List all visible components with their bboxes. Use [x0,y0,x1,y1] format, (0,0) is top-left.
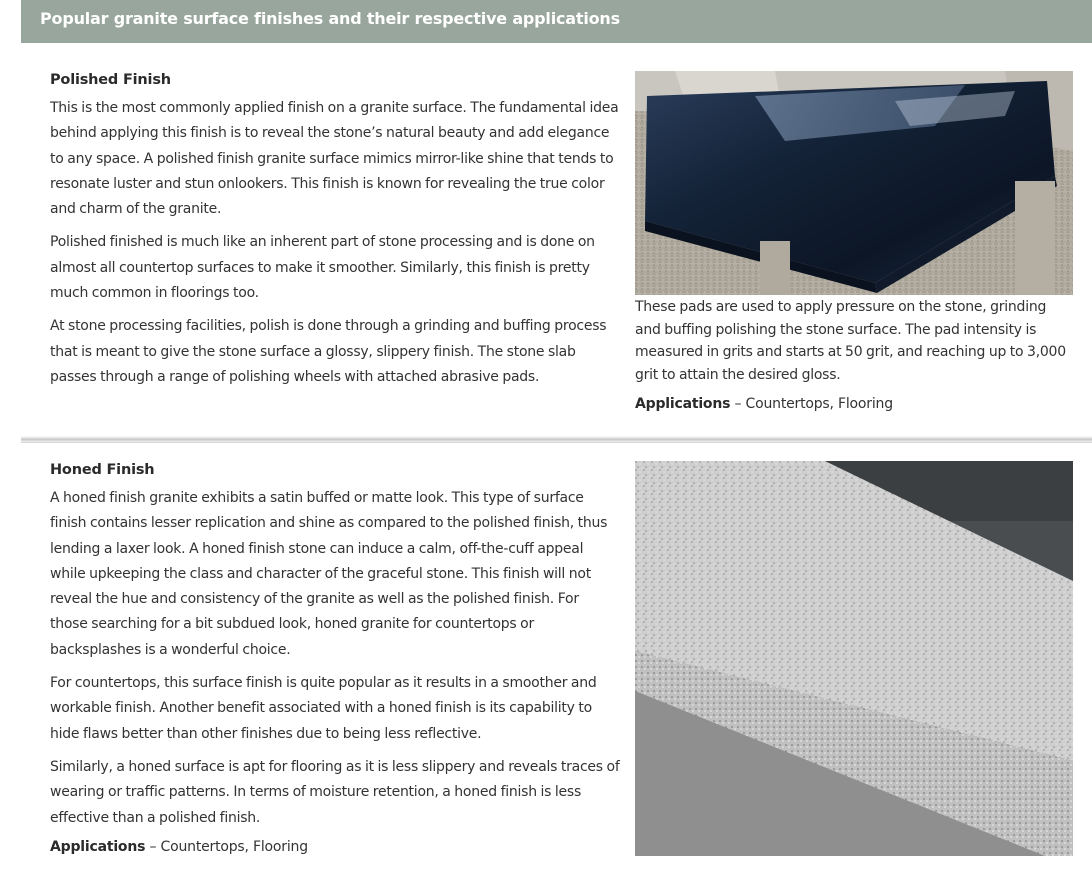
honed-paragraph-3: Similarly, a honed surface is apt for flooring as it is less slippery and reveals traces of wearing or traffic patterns. In terms of moisture retention, a honed finish is less effective than a polished finish. [50,758,620,826]
section-divider [21,436,1092,443]
polished-finish-heading: Polished Finish [50,72,171,88]
polished-caption: These pads are used to apply pressure on the stone, grinding and buffing polishing the stone surface. The pad intensity is measured in grits and starts at 50 grit, and reaching up to 3,000 grit to attain the desired gloss. [635,299,1066,384]
polished-text-column [50,70,620,398]
polished-applications-value: – Countertops, Flooring [730,396,893,412]
honed-applications [50,839,620,855]
polished-applications-label: Applications [635,396,731,412]
honed-paragraph-1: A honed finish granite exhibits a satin buffed or matte look. This type of surface finish contains lesser replication and shine as compared to the polished finish, thus lending a laxer look. A honed finish stone can induce a calm, off-the-cuff appeal while upkeeping the class and character of the graceful stone. This finish will not reveal the hue and consistency of the granite as well as the polished finish. For those searching for a bit subdued look, honed granite for countertops or backsplashes is a wonderful choice. [50,490,608,658]
polished-paragraph-2: Polished finished is much like an inherent part of stone processing and is done on almost all countertop surfaces to make it smoother. Similarly, this finish is pretty much common in floorings too. [50,234,595,302]
honed-granite-image [635,461,1073,856]
honed-applications-value: – Countertops, Flooring [145,838,308,855]
honed-text-column [50,460,620,855]
polished-paragraph-1: This is the most commonly applied finish on a granite surface. The fundamental idea behind applying this finish is to reveal the stone’s natural beauty and add elegance to any space. A polished finish granite surface mimics mirror-like shine that tends to resonate luster and stun onlookers. This finish is known for revealing the true color and charm of the granite. [50,100,619,218]
honed-applications-label: Applications [50,838,146,855]
honed-paragraph-2: For countertops, this surface finish is quite popular as it results in a smoother and workable finish. Another benefit associated with a honed finish is its capability to hide flaws better than other finishes due to being less reflective. [50,675,597,742]
polished-paragraph-3: At stone processing facilities, polish is done through a grinding and buffing process that is meant to give the stone surface a glossy, slippery finish. The stone slab passes through a range of polishing wheels with attached abrasive pads. [50,318,607,385]
section-header-bar [21,0,1092,43]
polished-applications [635,396,893,412]
polished-granite-image [635,71,1073,295]
page-title: Popular granite surface finishes and their respective applications [40,9,620,28]
honed-finish-heading: Honed Finish [50,462,155,478]
